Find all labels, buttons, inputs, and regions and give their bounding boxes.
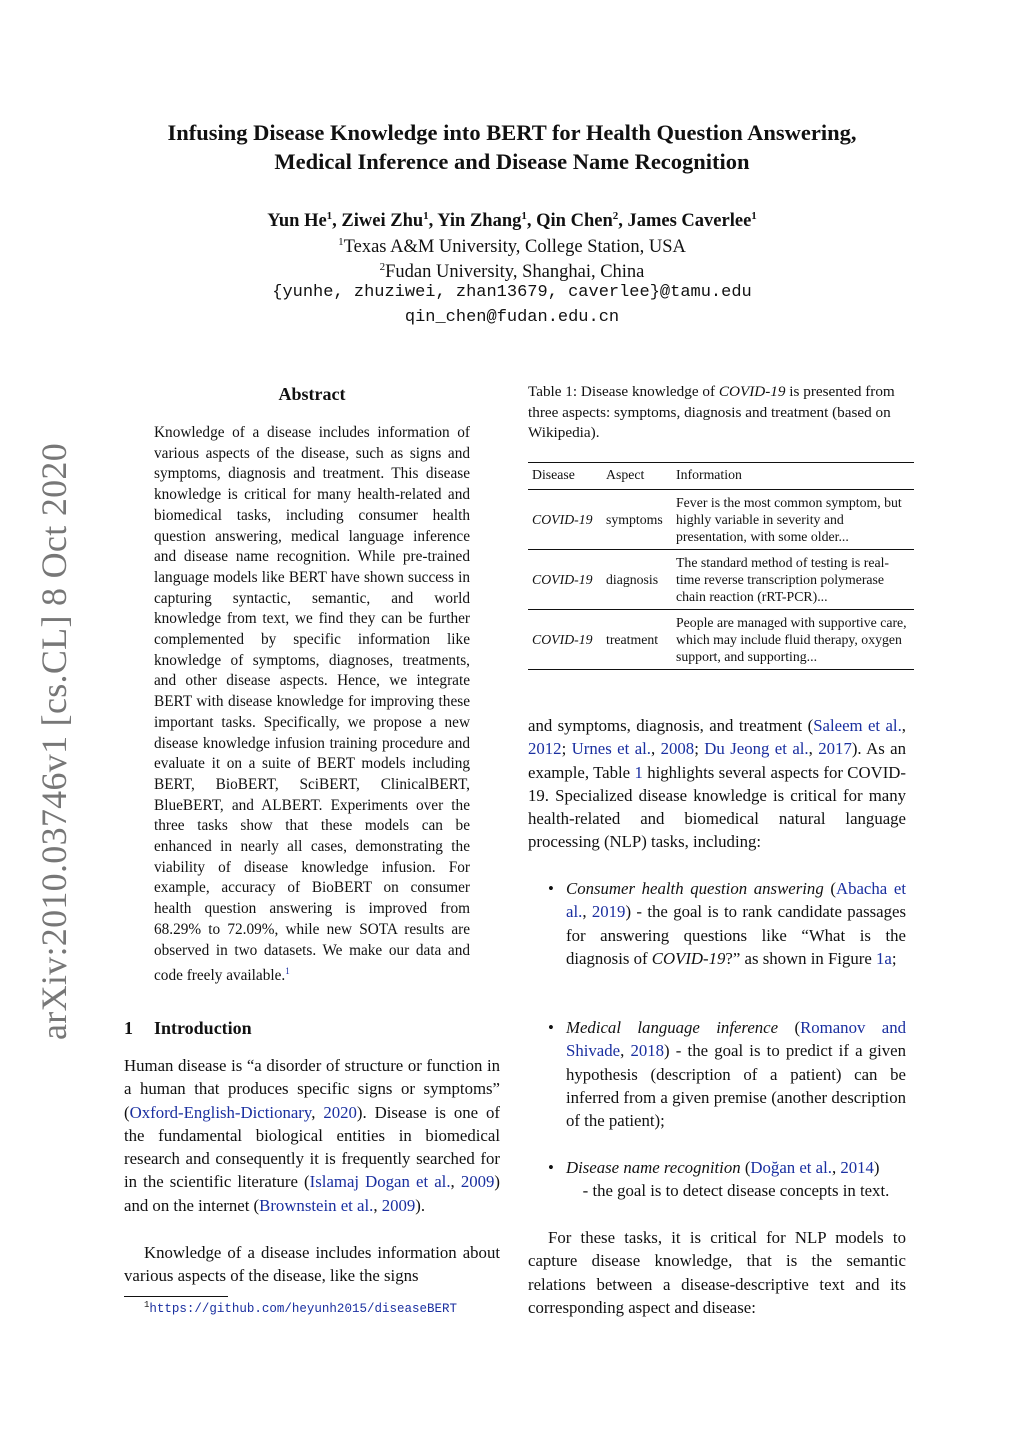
footnote-ref[interactable]: 1 (285, 966, 290, 977)
author: Qin Chen$^2$ (536, 210, 619, 232)
affiliation-1: $^1$Texas A&M University, College Station, USA (338, 236, 686, 258)
arxiv-stamp: arXiv:2010.03746v1 [cs.CL] 8 Oct 2020 (34, 442, 74, 1040)
citation-link[interactable]: Abacha et al. (566, 879, 906, 922)
paper-title (90, 118, 934, 176)
aspect-cell: diagnosis (602, 550, 672, 610)
author: Yin Zhang$^1$ (437, 210, 527, 232)
citation-link[interactable]: Doğan et al. (750, 1158, 832, 1177)
citation-link[interactable]: Romanov and Shivade (566, 1018, 906, 1061)
citation-year-link[interactable]: 2019 (591, 902, 626, 922)
bullet-continuation: - the goal is to detect disease concepts in text. (582, 1181, 890, 1201)
section-heading-introduction: 1 Introduction (124, 1018, 252, 1038)
aspect-cell: treatment (602, 610, 672, 670)
information-cell: People are managed with supportive care, which may include fluid therapy, oxygen support, and supporting... (672, 610, 914, 670)
bullet-item-qa: • Consumer health question answering (Abacha et al., 2019) - the goal is to rank candidate passages for answering questions like “What is the diagnosis of COVID-19?” as shown in Figure 1a; (548, 879, 906, 968)
citation-year-link[interactable]: 2017 (818, 739, 852, 759)
information-cell: Fever is the most common symptom, but highly variable in severity and presentation, with some older... (672, 490, 914, 550)
table-ref-link[interactable]: 1 (634, 762, 643, 782)
table-row (528, 610, 914, 670)
table-header-row (528, 463, 914, 490)
citation-link[interactable]: Saleem et al. (813, 716, 902, 735)
footnote-url-link[interactable]: https://github.com/heyunh2015/diseaseBERT (149, 1302, 457, 1317)
intro-paragraph-1: Human disease is “a disorder of structure or function in a human that produces specific signs or symptoms” (Oxford-English-Dictionary, 2020). Disease is one of the fundamental biological entities in biomedical research and consequently it is frequently searched for in the scientific literature (Islamaj Dogan et al., 2009) and on the internet (Brownstein et al., 2009). (124, 1056, 501, 1215)
citation-year-link[interactable]: 2012 (528, 739, 562, 759)
footnote: $^1$https://github.com/heyunh2015/diseaseBERT (144, 1300, 457, 1317)
abstract-body: Knowledge of a disease includes information of various aspects of the disease, such as signs and symptoms, diagnosis and treatment. This disease knowledge is critical for many health-related and biomedical tasks, including consumer health question answering, medical language inference and disease name recognition. While pre-trained language models like BERT have shown success in capturing syntactic, semantic, and world knowledge from text, we find they can be further complemented by specific information like knowledge of symptoms, diagnoses, treatments, and other disease aspects. Hence, we integrate BERT with disease knowledge for improving these important tasks. Specifically, we propose a new disease knowledge infusion training procedure and evaluate it on a suite of BERT models including BERT, BioBERT, SciBERT, ClinicalBERT, BlueBERT, and ALBERT. Experiments over the three tasks show that these models can be enhanced in nearly all cases, demonstrating the viability of disease knowledge infusion. For example, accuracy of BioBERT on consumer health question answering is improved from 68.29% to 72.09%, while new SOTA results are observed in two datasets. We make our data and code freely available.$^1$ (154, 424, 470, 985)
bullet-item-nli: • Medical language inference (Romanov and Shivade, 2018) - the goal is to predict if a given hypothesis (description of a patient) can be inferred from a given premise (another description of the patient); (548, 1018, 906, 1131)
title-line-1: Infusing Disease Knowledge into BERT for Health Question Answering, (167, 120, 857, 145)
footnote-rule (124, 1296, 228, 1297)
table-header-cell: Aspect (602, 463, 672, 490)
bullet-icon: • (548, 879, 554, 898)
citation-link[interactable]: Urnes et al. (571, 739, 651, 759)
author: James Caverlee$^1$ (627, 210, 757, 232)
title-line-2: Medical Inference and Disease Name Recognition (274, 149, 750, 174)
table-caption: Table 1: Disease knowledge of COVID-19 is presented from three aspects: symptoms, diagnosis and treatment (based on Wikipedia). (528, 383, 895, 441)
email-fudan: qin_chen@fudan.edu.cn (404, 308, 620, 327)
citation-link[interactable]: Oxford-English-Dictionary (129, 1102, 312, 1122)
citation-year-link[interactable]: 2018 (630, 1041, 665, 1061)
disease-knowledge-table (528, 462, 914, 670)
citation-year-link[interactable]: 2020 (323, 1102, 357, 1122)
bullet-item-ner: • Disease name recognition (Doğan et al., 2014) - the goal is to detect disease concepts in text. (548, 1156, 906, 1203)
information-cell: The standard method of testing is real-time reverse transcription polymerase chain reaction (rRT-PCR)... (672, 550, 914, 610)
figure-ref-link[interactable]: 1a (875, 948, 892, 968)
bullet-icon: • (548, 1158, 554, 1177)
table-row (528, 490, 914, 550)
table-header-cell: Disease (528, 463, 602, 490)
bullet-icon: • (548, 1018, 554, 1037)
disease-cell: COVID-19 (528, 550, 602, 610)
right-paragraph-1: and symptoms, diagnosis, and treatment (Saleem et al., 2012; Urnes et al., 2008; Du Jeong et al., 2017). As an example, Table 1 highlights several aspects for COVID-19. Specialized disease knowledge is critical for many health-related and biomedical natural language processing (NLP) tasks, including: (528, 716, 907, 852)
disease-cell: COVID-19 (528, 610, 602, 670)
disease-cell: COVID-19 (528, 490, 602, 550)
author: Ziwei Zhu$^1$ (341, 210, 429, 232)
citation-year-link[interactable]: 2009 (460, 1172, 495, 1192)
abstract-heading: Abstract (278, 384, 346, 404)
intro-paragraph-2: Knowledge of a disease includes information about various aspects of the disease, like the signs (124, 1243, 500, 1286)
citation-year-link[interactable]: 2008 (660, 739, 695, 759)
author-list: Yun He$^1$, Ziwei Zhu$^1$, Yin Zhang$^1$, Qin Chen$^2$, James Caverlee$^1$ (267, 210, 757, 232)
citation-year-link[interactable]: 2009 (381, 1195, 416, 1215)
citation-link[interactable]: Islamaj Dogan et al. (309, 1172, 451, 1192)
affiliation-2: $^2$Fudan University, Shanghai, China (379, 261, 645, 283)
citation-link[interactable]: Brownstein et al. (259, 1195, 374, 1215)
right-paragraph-2: For these tasks, it is critical for NLP models to capture disease knowledge, that is the semantic relations between a disease-descriptive text and its corresponding aspect and disease: (528, 1228, 906, 1317)
citation-link[interactable]: Du Jeong et al. (704, 739, 809, 759)
aspect-cell: symptoms (602, 490, 672, 550)
author: Yun He$^1$ (267, 210, 333, 232)
citation-year-link[interactable]: 2014 (840, 1158, 874, 1177)
table-row (528, 550, 914, 610)
table-header-cell: Information (672, 463, 914, 490)
email-tamu: {yunhe, zhuziwei, zhan13679, caverlee}@tamu.edu (272, 283, 752, 302)
